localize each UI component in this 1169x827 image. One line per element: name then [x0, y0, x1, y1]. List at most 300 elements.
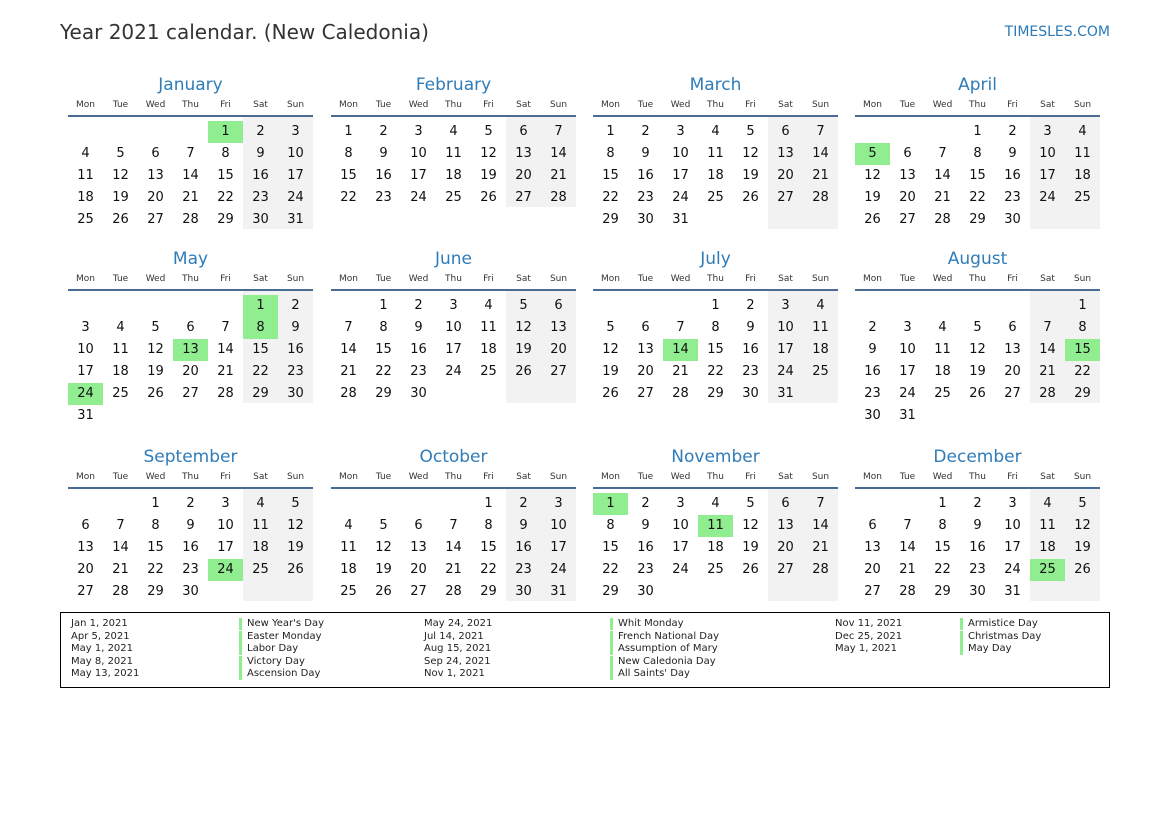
calendar-day[interactable]: 11 [480, 320, 497, 335]
calendar-day[interactable]: 14 [934, 168, 951, 183]
calendar-day[interactable]: 1 [151, 496, 160, 511]
calendar-day[interactable]: 22 [340, 190, 357, 205]
calendar-day[interactable]: 25 [340, 584, 357, 599]
calendar-day[interactable]: 15 [147, 540, 164, 555]
calendar-day[interactable]: 30 [252, 212, 269, 227]
calendar-day[interactable]: 7 [816, 124, 825, 139]
calendar-day[interactable]: 14 [550, 146, 567, 161]
calendar-day[interactable]: 26 [480, 190, 497, 205]
calendar-day[interactable]: 11 [252, 518, 269, 533]
calendar-day[interactable]: 6 [414, 518, 423, 533]
calendar-day[interactable]: 20 [182, 364, 199, 379]
calendar-day[interactable]: 30 [515, 584, 532, 599]
calendar-day[interactable]: 27 [147, 212, 164, 227]
calendar-day[interactable]: 10 [287, 146, 304, 161]
calendar-day[interactable]: 16 [637, 168, 654, 183]
calendar-day[interactable]: 12 [602, 342, 619, 357]
calendar-day[interactable]: 15 [707, 342, 724, 357]
calendar-day[interactable]: 3 [554, 496, 563, 511]
calendar-day[interactable]: 22 [934, 562, 951, 577]
calendar-day[interactable]: 11 [340, 540, 357, 555]
calendar-day[interactable]: 6 [519, 124, 528, 139]
calendar-day[interactable]: 22 [1074, 364, 1091, 379]
calendar-day[interactable]: 23 [742, 364, 759, 379]
calendar-day[interactable]: 15 [969, 168, 986, 183]
calendar-day[interactable]: 13 [410, 540, 427, 555]
calendar-day[interactable]: 8 [711, 320, 720, 335]
calendar-day[interactable]: 13 [777, 518, 794, 533]
calendar-day[interactable]: 18 [112, 364, 129, 379]
calendar-day[interactable]: 31 [77, 408, 94, 423]
calendar-day[interactable]: 3 [81, 320, 90, 335]
calendar-day[interactable]: 13 [147, 168, 164, 183]
calendar-day[interactable]: 20 [899, 190, 916, 205]
calendar-day[interactable]: 15 [480, 540, 497, 555]
calendar-day[interactable]: 18 [812, 342, 829, 357]
calendar-day[interactable]: 6 [781, 496, 790, 511]
calendar-day[interactable]: 2 [186, 496, 195, 511]
calendar-day[interactable]: 9 [256, 146, 265, 161]
calendar-day[interactable]: 12 [287, 518, 304, 533]
calendar-day[interactable]: 8 [606, 146, 615, 161]
calendar-day[interactable]: 7 [938, 146, 947, 161]
calendar-day[interactable]: 26 [742, 190, 759, 205]
calendar-day[interactable]: 22 [602, 190, 619, 205]
calendar-day[interactable]: 7 [903, 518, 912, 533]
calendar-day[interactable]: 31 [899, 408, 916, 423]
calendar-day[interactable]: 4 [711, 496, 720, 511]
calendar-day[interactable]: 23 [637, 190, 654, 205]
holiday-day[interactable]: 1 [243, 295, 278, 317]
calendar-day[interactable]: 2 [379, 124, 388, 139]
holiday-day[interactable]: 15 [1065, 339, 1100, 361]
calendar-day[interactable]: 29 [934, 584, 951, 599]
calendar-day[interactable]: 5 [151, 320, 160, 335]
calendar-day[interactable]: 23 [637, 562, 654, 577]
calendar-day[interactable]: 2 [868, 320, 877, 335]
calendar-day[interactable]: 10 [550, 518, 567, 533]
calendar-day[interactable]: 10 [445, 320, 462, 335]
calendar-day[interactable]: 2 [519, 496, 528, 511]
calendar-day[interactable]: 15 [602, 540, 619, 555]
calendar-day[interactable]: 17 [672, 540, 689, 555]
calendar-day[interactable]: 3 [221, 496, 230, 511]
calendar-day[interactable]: 11 [707, 146, 724, 161]
calendar-day[interactable]: 8 [379, 320, 388, 335]
calendar-day[interactable]: 10 [217, 518, 234, 533]
calendar-day[interactable]: 17 [1004, 540, 1021, 555]
calendar-day[interactable]: 11 [934, 342, 951, 357]
calendar-day[interactable]: 2 [256, 124, 265, 139]
calendar-day[interactable]: 27 [777, 562, 794, 577]
calendar-day[interactable]: 13 [77, 540, 94, 555]
calendar-day[interactable]: 7 [449, 518, 458, 533]
calendar-day[interactable]: 23 [375, 190, 392, 205]
calendar-day[interactable]: 18 [707, 540, 724, 555]
calendar-day[interactable]: 16 [287, 342, 304, 357]
calendar-day[interactable]: 25 [934, 386, 951, 401]
calendar-day[interactable]: 14 [182, 168, 199, 183]
calendar-day[interactable]: 12 [480, 146, 497, 161]
calendar-day[interactable]: 4 [256, 496, 265, 511]
calendar-day[interactable]: 25 [480, 364, 497, 379]
calendar-day[interactable]: 20 [77, 562, 94, 577]
calendar-day[interactable]: 4 [1043, 496, 1052, 511]
calendar-day[interactable]: 9 [868, 342, 877, 357]
calendar-day[interactable]: 15 [252, 342, 269, 357]
calendar-day[interactable]: 9 [291, 320, 300, 335]
calendar-day[interactable]: 19 [480, 168, 497, 183]
calendar-day[interactable]: 5 [519, 298, 528, 313]
calendar-day[interactable]: 17 [445, 342, 462, 357]
calendar-day[interactable]: 19 [864, 190, 881, 205]
calendar-day[interactable]: 3 [1008, 496, 1017, 511]
calendar-day[interactable]: 19 [147, 364, 164, 379]
calendar-day[interactable]: 30 [182, 584, 199, 599]
holiday-day[interactable]: 1 [593, 493, 628, 515]
calendar-day[interactable]: 15 [375, 342, 392, 357]
calendar-day[interactable]: 22 [480, 562, 497, 577]
calendar-day[interactable]: 28 [672, 386, 689, 401]
calendar-day[interactable]: 16 [637, 540, 654, 555]
calendar-day[interactable]: 1 [711, 298, 720, 313]
calendar-day[interactable]: 22 [602, 562, 619, 577]
calendar-day[interactable]: 2 [641, 496, 650, 511]
calendar-day[interactable]: 9 [973, 518, 982, 533]
calendar-day[interactable]: 18 [707, 168, 724, 183]
calendar-day[interactable]: 11 [112, 342, 129, 357]
calendar-day[interactable]: 16 [182, 540, 199, 555]
calendar-day[interactable]: 19 [602, 364, 619, 379]
calendar-day[interactable]: 2 [291, 298, 300, 313]
calendar-day[interactable]: 17 [217, 540, 234, 555]
calendar-day[interactable]: 23 [182, 562, 199, 577]
calendar-day[interactable]: 20 [777, 540, 794, 555]
calendar-day[interactable]: 9 [379, 146, 388, 161]
calendar-day[interactable]: 9 [641, 146, 650, 161]
calendar-day[interactable]: 30 [742, 386, 759, 401]
calendar-day[interactable]: 30 [410, 386, 427, 401]
holiday-day[interactable]: 13 [173, 339, 208, 361]
holiday-day[interactable]: 25 [1030, 559, 1065, 581]
calendar-day[interactable]: 12 [864, 168, 881, 183]
calendar-day[interactable]: 14 [445, 540, 462, 555]
calendar-day[interactable]: 7 [344, 320, 353, 335]
calendar-day[interactable]: 3 [676, 124, 685, 139]
calendar-day[interactable]: 19 [515, 342, 532, 357]
calendar-day[interactable]: 10 [899, 342, 916, 357]
calendar-day[interactable]: 16 [1004, 168, 1021, 183]
calendar-day[interactable]: 31 [672, 212, 689, 227]
calendar-day[interactable]: 24 [777, 364, 794, 379]
holiday-day[interactable]: 24 [68, 383, 103, 405]
calendar-day[interactable]: 14 [340, 342, 357, 357]
calendar-day[interactable]: 5 [291, 496, 300, 511]
calendar-day[interactable]: 1 [379, 298, 388, 313]
calendar-day[interactable]: 27 [899, 212, 916, 227]
calendar-day[interactable]: 6 [554, 298, 563, 313]
calendar-day[interactable]: 28 [899, 584, 916, 599]
calendar-day[interactable]: 21 [112, 562, 129, 577]
calendar-day[interactable]: 18 [252, 540, 269, 555]
calendar-day[interactable]: 18 [77, 190, 94, 205]
calendar-day[interactable]: 12 [515, 320, 532, 335]
calendar-day[interactable]: 1 [344, 124, 353, 139]
calendar-day[interactable]: 23 [969, 562, 986, 577]
calendar-day[interactable]: 21 [1039, 364, 1056, 379]
calendar-day[interactable]: 25 [445, 190, 462, 205]
calendar-day[interactable]: 28 [217, 386, 234, 401]
calendar-day[interactable]: 28 [550, 190, 567, 205]
calendar-day[interactable]: 6 [641, 320, 650, 335]
calendar-day[interactable]: 2 [746, 298, 755, 313]
calendar-day[interactable]: 13 [899, 168, 916, 183]
calendar-day[interactable]: 24 [899, 386, 916, 401]
calendar-day[interactable]: 27 [182, 386, 199, 401]
calendar-day[interactable]: 7 [816, 496, 825, 511]
calendar-day[interactable]: 2 [1008, 124, 1017, 139]
calendar-day[interactable]: 3 [291, 124, 300, 139]
calendar-day[interactable]: 13 [1004, 342, 1021, 357]
holiday-day[interactable]: 1 [208, 121, 243, 143]
calendar-day[interactable]: 4 [816, 298, 825, 313]
calendar-day[interactable]: 10 [77, 342, 94, 357]
calendar-day[interactable]: 5 [746, 124, 755, 139]
calendar-day[interactable]: 16 [375, 168, 392, 183]
holiday-day[interactable]: 11 [698, 515, 733, 537]
calendar-day[interactable]: 28 [340, 386, 357, 401]
calendar-day[interactable]: 7 [676, 320, 685, 335]
calendar-day[interactable]: 25 [1074, 190, 1091, 205]
calendar-day[interactable]: 19 [1074, 540, 1091, 555]
calendar-day[interactable]: 13 [515, 146, 532, 161]
calendar-day[interactable]: 17 [550, 540, 567, 555]
calendar-day[interactable]: 19 [742, 168, 759, 183]
calendar-day[interactable]: 21 [182, 190, 199, 205]
calendar-day[interactable]: 11 [1074, 146, 1091, 161]
calendar-day[interactable]: 9 [641, 518, 650, 533]
calendar-day[interactable]: 4 [938, 320, 947, 335]
calendar-day[interactable]: 12 [1074, 518, 1091, 533]
calendar-day[interactable]: 26 [742, 562, 759, 577]
calendar-day[interactable]: 26 [375, 584, 392, 599]
calendar-day[interactable]: 22 [375, 364, 392, 379]
calendar-day[interactable]: 23 [864, 386, 881, 401]
calendar-day[interactable]: 28 [182, 212, 199, 227]
calendar-day[interactable]: 24 [287, 190, 304, 205]
calendar-day[interactable]: 7 [221, 320, 230, 335]
calendar-day[interactable]: 12 [147, 342, 164, 357]
calendar-day[interactable]: 29 [480, 584, 497, 599]
calendar-day[interactable]: 24 [410, 190, 427, 205]
calendar-day[interactable]: 1 [938, 496, 947, 511]
calendar-day[interactable]: 17 [77, 364, 94, 379]
calendar-day[interactable]: 29 [602, 584, 619, 599]
calendar-day[interactable]: 2 [414, 298, 423, 313]
calendar-day[interactable]: 12 [969, 342, 986, 357]
calendar-day[interactable]: 30 [1004, 212, 1021, 227]
calendar-day[interactable]: 20 [147, 190, 164, 205]
calendar-day[interactable]: 4 [711, 124, 720, 139]
calendar-day[interactable]: 21 [812, 168, 829, 183]
calendar-day[interactable]: 29 [602, 212, 619, 227]
calendar-day[interactable]: 9 [746, 320, 755, 335]
calendar-day[interactable]: 5 [379, 518, 388, 533]
calendar-day[interactable]: 12 [742, 518, 759, 533]
calendar-day[interactable]: 22 [147, 562, 164, 577]
calendar-day[interactable]: 14 [812, 146, 829, 161]
calendar-day[interactable]: 8 [484, 518, 493, 533]
calendar-day[interactable]: 27 [515, 190, 532, 205]
calendar-day[interactable]: 10 [1039, 146, 1056, 161]
calendar-day[interactable]: 8 [221, 146, 230, 161]
calendar-day[interactable]: 27 [864, 584, 881, 599]
calendar-day[interactable]: 18 [934, 364, 951, 379]
calendar-day[interactable]: 29 [1074, 386, 1091, 401]
calendar-day[interactable]: 15 [217, 168, 234, 183]
calendar-day[interactable]: 27 [1004, 386, 1021, 401]
calendar-day[interactable]: 6 [151, 146, 160, 161]
calendar-day[interactable]: 24 [445, 364, 462, 379]
calendar-day[interactable]: 22 [969, 190, 986, 205]
calendar-day[interactable]: 14 [112, 540, 129, 555]
calendar-day[interactable]: 26 [147, 386, 164, 401]
calendar-day[interactable]: 3 [903, 320, 912, 335]
calendar-day[interactable]: 9 [186, 518, 195, 533]
calendar-day[interactable]: 19 [112, 190, 129, 205]
calendar-day[interactable]: 17 [287, 168, 304, 183]
calendar-day[interactable]: 5 [973, 320, 982, 335]
calendar-day[interactable]: 20 [637, 364, 654, 379]
calendar-day[interactable]: 12 [742, 146, 759, 161]
calendar-day[interactable]: 7 [1043, 320, 1052, 335]
calendar-day[interactable]: 13 [777, 146, 794, 161]
calendar-day[interactable]: 8 [1078, 320, 1087, 335]
calendar-day[interactable]: 26 [515, 364, 532, 379]
calendar-day[interactable]: 2 [973, 496, 982, 511]
calendar-day[interactable]: 30 [637, 212, 654, 227]
calendar-day[interactable]: 12 [112, 168, 129, 183]
calendar-day[interactable]: 5 [484, 124, 493, 139]
calendar-day[interactable]: 6 [1008, 320, 1017, 335]
calendar-day[interactable]: 25 [707, 190, 724, 205]
calendar-day[interactable]: 29 [217, 212, 234, 227]
calendar-day[interactable]: 8 [938, 518, 947, 533]
calendar-day[interactable]: 6 [868, 518, 877, 533]
calendar-day[interactable]: 19 [969, 364, 986, 379]
calendar-day[interactable]: 16 [742, 342, 759, 357]
calendar-day[interactable]: 27 [77, 584, 94, 599]
calendar-day[interactable]: 4 [344, 518, 353, 533]
calendar-day[interactable]: 23 [515, 562, 532, 577]
calendar-day[interactable]: 20 [410, 562, 427, 577]
calendar-day[interactable]: 25 [252, 562, 269, 577]
calendar-day[interactable]: 21 [340, 364, 357, 379]
calendar-day[interactable]: 31 [1004, 584, 1021, 599]
calendar-day[interactable]: 26 [969, 386, 986, 401]
calendar-day[interactable]: 22 [217, 190, 234, 205]
calendar-day[interactable]: 29 [147, 584, 164, 599]
calendar-day[interactable]: 1 [606, 124, 615, 139]
calendar-day[interactable]: 23 [252, 190, 269, 205]
calendar-day[interactable]: 29 [707, 386, 724, 401]
holiday-day[interactable]: 24 [208, 559, 243, 581]
calendar-day[interactable]: 3 [676, 496, 685, 511]
calendar-day[interactable]: 26 [602, 386, 619, 401]
calendar-day[interactable]: 19 [375, 562, 392, 577]
calendar-day[interactable]: 21 [672, 364, 689, 379]
calendar-day[interactable]: 25 [77, 212, 94, 227]
calendar-day[interactable]: 30 [864, 408, 881, 423]
calendar-day[interactable]: 20 [777, 168, 794, 183]
calendar-day[interactable]: 26 [864, 212, 881, 227]
calendar-day[interactable]: 28 [812, 190, 829, 205]
calendar-day[interactable]: 29 [375, 386, 392, 401]
calendar-day[interactable]: 17 [1039, 168, 1056, 183]
calendar-day[interactable]: 24 [672, 190, 689, 205]
calendar-day[interactable]: 21 [217, 364, 234, 379]
calendar-day[interactable]: 23 [1004, 190, 1021, 205]
calendar-day[interactable]: 26 [287, 562, 304, 577]
calendar-day[interactable]: 10 [410, 146, 427, 161]
calendar-day[interactable]: 28 [934, 212, 951, 227]
calendar-day[interactable]: 3 [781, 298, 790, 313]
calendar-day[interactable]: 3 [449, 298, 458, 313]
calendar-day[interactable]: 16 [410, 342, 427, 357]
calendar-day[interactable]: 5 [606, 320, 615, 335]
calendar-day[interactable]: 25 [812, 364, 829, 379]
calendar-day[interactable]: 14 [217, 342, 234, 357]
calendar-day[interactable]: 10 [672, 518, 689, 533]
calendar-day[interactable]: 10 [672, 146, 689, 161]
calendar-day[interactable]: 28 [1039, 386, 1056, 401]
holiday-day[interactable]: 5 [855, 143, 890, 165]
calendar-day[interactable]: 18 [445, 168, 462, 183]
calendar-day[interactable]: 5 [116, 146, 125, 161]
calendar-day[interactable]: 15 [934, 540, 951, 555]
calendar-day[interactable]: 14 [1039, 342, 1056, 357]
calendar-day[interactable]: 30 [969, 584, 986, 599]
calendar-day[interactable]: 28 [112, 584, 129, 599]
calendar-day[interactable]: 18 [340, 562, 357, 577]
calendar-day[interactable]: 31 [287, 212, 304, 227]
calendar-day[interactable]: 7 [186, 146, 195, 161]
calendar-day[interactable]: 20 [550, 342, 567, 357]
holiday-day[interactable]: 14 [663, 339, 698, 361]
calendar-day[interactable]: 23 [287, 364, 304, 379]
calendar-day[interactable]: 21 [550, 168, 567, 183]
calendar-day[interactable]: 31 [777, 386, 794, 401]
calendar-day[interactable]: 18 [480, 342, 497, 357]
calendar-day[interactable]: 10 [1004, 518, 1021, 533]
calendar-day[interactable]: 8 [606, 518, 615, 533]
calendar-day[interactable]: 1 [484, 496, 493, 511]
calendar-day[interactable]: 28 [812, 562, 829, 577]
calendar-day[interactable]: 7 [116, 518, 125, 533]
calendar-day[interactable]: 18 [1039, 540, 1056, 555]
calendar-day[interactable]: 13 [550, 320, 567, 335]
calendar-day[interactable]: 8 [973, 146, 982, 161]
calendar-day[interactable]: 24 [550, 562, 567, 577]
calendar-day[interactable]: 22 [707, 364, 724, 379]
calendar-day[interactable]: 24 [672, 562, 689, 577]
calendar-day[interactable]: 25 [112, 386, 129, 401]
calendar-day[interactable]: 21 [934, 190, 951, 205]
calendar-day[interactable]: 14 [812, 518, 829, 533]
calendar-day[interactable]: 6 [186, 320, 195, 335]
calendar-day[interactable]: 19 [742, 540, 759, 555]
calendar-day[interactable]: 6 [903, 146, 912, 161]
